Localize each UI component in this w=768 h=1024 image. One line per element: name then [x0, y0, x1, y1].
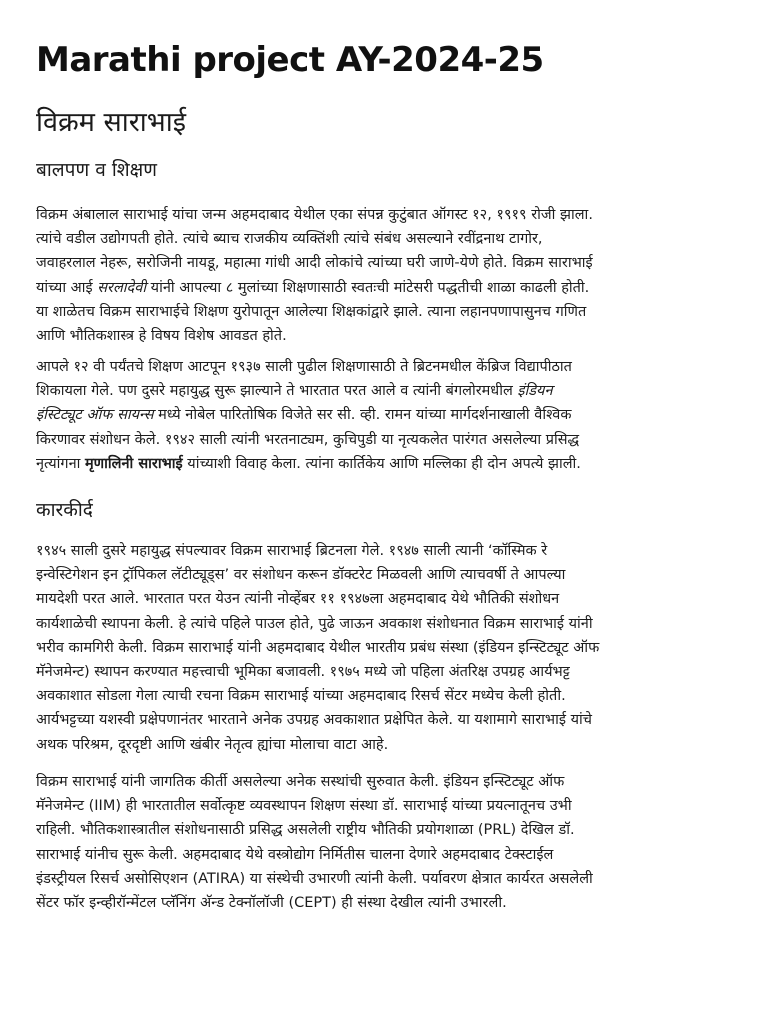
text-line: सेंटर फॉर इन्व्हीरॉन्मेंटल प्लॅनिंग अ‍ॅन्ड टेक्नॉलॉजी (CEPT) ही संस्था देखील त्यांनी उभारली. — [36, 894, 507, 911]
text-line: या शाळेतच विक्रम साराभाईचे शिक्षण युरोपातून आलेल्या शिक्षकांद्वारे झाले. त्याना लहानपणापासुनच गणित — [36, 303, 587, 320]
text-line: जवाहरलाल नेहरू, सरोजिनी नायडू, महात्मा गांधी आदी लोकांचे त्यांच्या घरी जाणे-येणे होते. विक्रम साराभाई — [36, 255, 593, 272]
italic-phrase: इंस्टिट्यूट ऑफ सायन्स — [36, 407, 154, 424]
section-heading-career: कारकीर्द — [36, 499, 93, 521]
text-line: १९४५ साली दुसरे महायुद्ध संपल्यावर विक्रम साराभाई ब्रिटनला गेले. १९४७ साली त्यानी ‘कॉस्मिक रे — [36, 543, 548, 559]
text-line: अथक परिश्रम, दूरदृष्टी आणि खंबीर नेतृत्व ह्यांचा मोलाचा वाटा आहे. — [36, 736, 389, 753]
text-line: किरणावर संशोधन केले. १९४२ साली त्यांनी भरतनाट्यम, कुचिपुडी या नृत्यकलेत पारंगत असलेल्या प्रसिद्ध — [36, 431, 580, 448]
text-line: विक्रम अंबालाल साराभाई यांचा जन्म अहमदाबाद येथील एका संपन्न कुटुंबात ऑगस्ट १२, १९१९ रोजी झाला. — [36, 207, 593, 223]
text-line: साराभाई यांनीच सुरू केली. अहमदाबाद येथे वस्त्रोद्योग निर्मितीस चालना देणारे अहमदाबाद टेक्स्टाईल — [36, 846, 554, 863]
paragraph-education — [36, 355, 740, 476]
section-heading-childhood-education: बालपण व शिक्षण — [36, 159, 158, 181]
text-line: त्यांचे वडील उद्योगपती होते. त्यांचे ब्याच राजकीय व्यक्तिंशी त्यांचे संबंध असल्याने रवींद्रनाथ टागोर, — [36, 231, 543, 248]
text-line: आणि भौतिकशास्त्र हे विषय विशेष आवडत होते. — [36, 327, 287, 344]
text-line: भरीव कामगिरी केली. विक्रम साराभाई यांनी अहमदाबाद येथील भारतीय प्रबंध संस्था (इंडियन इन्स्टिट्यूट ऑफ — [36, 639, 600, 656]
bold-phrase: मृणालिनी साराभाई — [85, 455, 183, 472]
italic-phrase: सरलादेवी — [97, 279, 147, 296]
document-title: Marathi project AY-2024-25 — [36, 40, 544, 80]
paragraph-institutions — [36, 770, 740, 915]
text-line: शिकायला गेले. पण दुसरे महायुद्ध सुरू झाल्याने ते भारतात परत आले व त्यांनी बंगलोरमधील इंडियन — [36, 383, 553, 400]
text-line: राहिली. भौतिकशास्त्रातील संशोधनासाठी प्रसिद्ध असलेली राष्ट्रीय भौतिकी प्रयोगशाळा (PRL) देखिल डॉ. — [36, 822, 575, 839]
text-line: मॅनेजमेन्ट) स्थापन करण्यात महत्त्वाची भूमिका बजावली. १९७५ मध्ये जो पहिला अंतरिक्ष उपग्रह आर्यभट्ट — [36, 663, 570, 680]
text-line: मॅनेजमेन्ट (IIM) ही भारतातील सर्वोत्कृष्ट व्यवस्थापन शिक्षण संस्था डॉ. साराभाई यांच्या प्रयत्नातूनच उभी — [36, 798, 572, 815]
text-line: इन्वेस्टिगेशन इन ट्रॉपिकल लॅटीट्यूड्स’ वर संशोधन करून डॉक्टरेट मिळवली आणि त्याचवर्षी ते आपल्या — [36, 567, 566, 584]
text-line: यांच्या आई सरलादेवी यांनी आपल्या ८ मुलांच्या शिक्षणासाठी स्वतःची मांटेसरी पद्धतीची शाळा काढली होती. — [36, 279, 590, 296]
text-line: इंस्टिट्यूट ऑफ सायन्स मध्ये नोबेल पारितोषिक विजेते सर सी. व्ही. रामन यांच्या मार्गदर्शनाखाली वैश्विक — [36, 407, 572, 424]
text-line: मायदेशी परत आले. भारतात परत येउन त्यांनी नोव्हेंबर ११ १९४७ला अहमदाबाद येथे भौतिकी संशोधन — [36, 591, 560, 608]
document-subtitle: विक्रम साराभाई — [36, 107, 186, 138]
text-line: आर्यभट्टच्या यशस्वी प्रक्षेपणानंतर भारताने अनेक उपग्रह अवकाशात प्रक्षेपित केले. या यशामागे साराभाई यांचे — [36, 712, 592, 729]
paragraph-childhood — [36, 203, 740, 348]
paragraph-career — [36, 539, 740, 757]
italic-phrase: इंडियन — [517, 383, 553, 400]
text-line: नृत्यांगना मृणालिनी साराभाई यांच्याशी विवाह केला. त्यांना कार्तिकेय आणि मल्लिका ही दोन अपत्ये झाली. — [36, 455, 581, 472]
text-line: इंडस्ट्रीयल रिसर्च असोसिएशन (ATIRA) या संस्थेची उभारणी त्यांनी केली. पर्यावरण क्षेत्रात कार्यरत असलेली — [36, 870, 593, 887]
text-line: विक्रम साराभाई यांनी जागतिक कीर्ती असलेल्या अनेक सस्थांची सुरुवात केली. इंडियन इन्स्टिट्यूट ऑफ — [36, 774, 565, 790]
text-line: कार्यशाळेची स्थापना केली. हे त्यांचे पहिले पाउल होते, पुढे जाऊन अवकाश संशोधनात विक्रम साराभाई यांनी — [36, 615, 593, 632]
text-line: अवकाशात सोडला गेला त्याची रचना विक्रम साराभाई यांच्या अहमदाबाद रिसर्च सेंटर मध्येच केली होती. — [36, 688, 566, 705]
text-line: आपले १२ वी पर्यंतचे शिक्षण आटपून १९३७ साली पुढील शिक्षणासाठी ते ब्रिटनमधील केंब्रिज विद्यापीठात — [36, 359, 572, 375]
